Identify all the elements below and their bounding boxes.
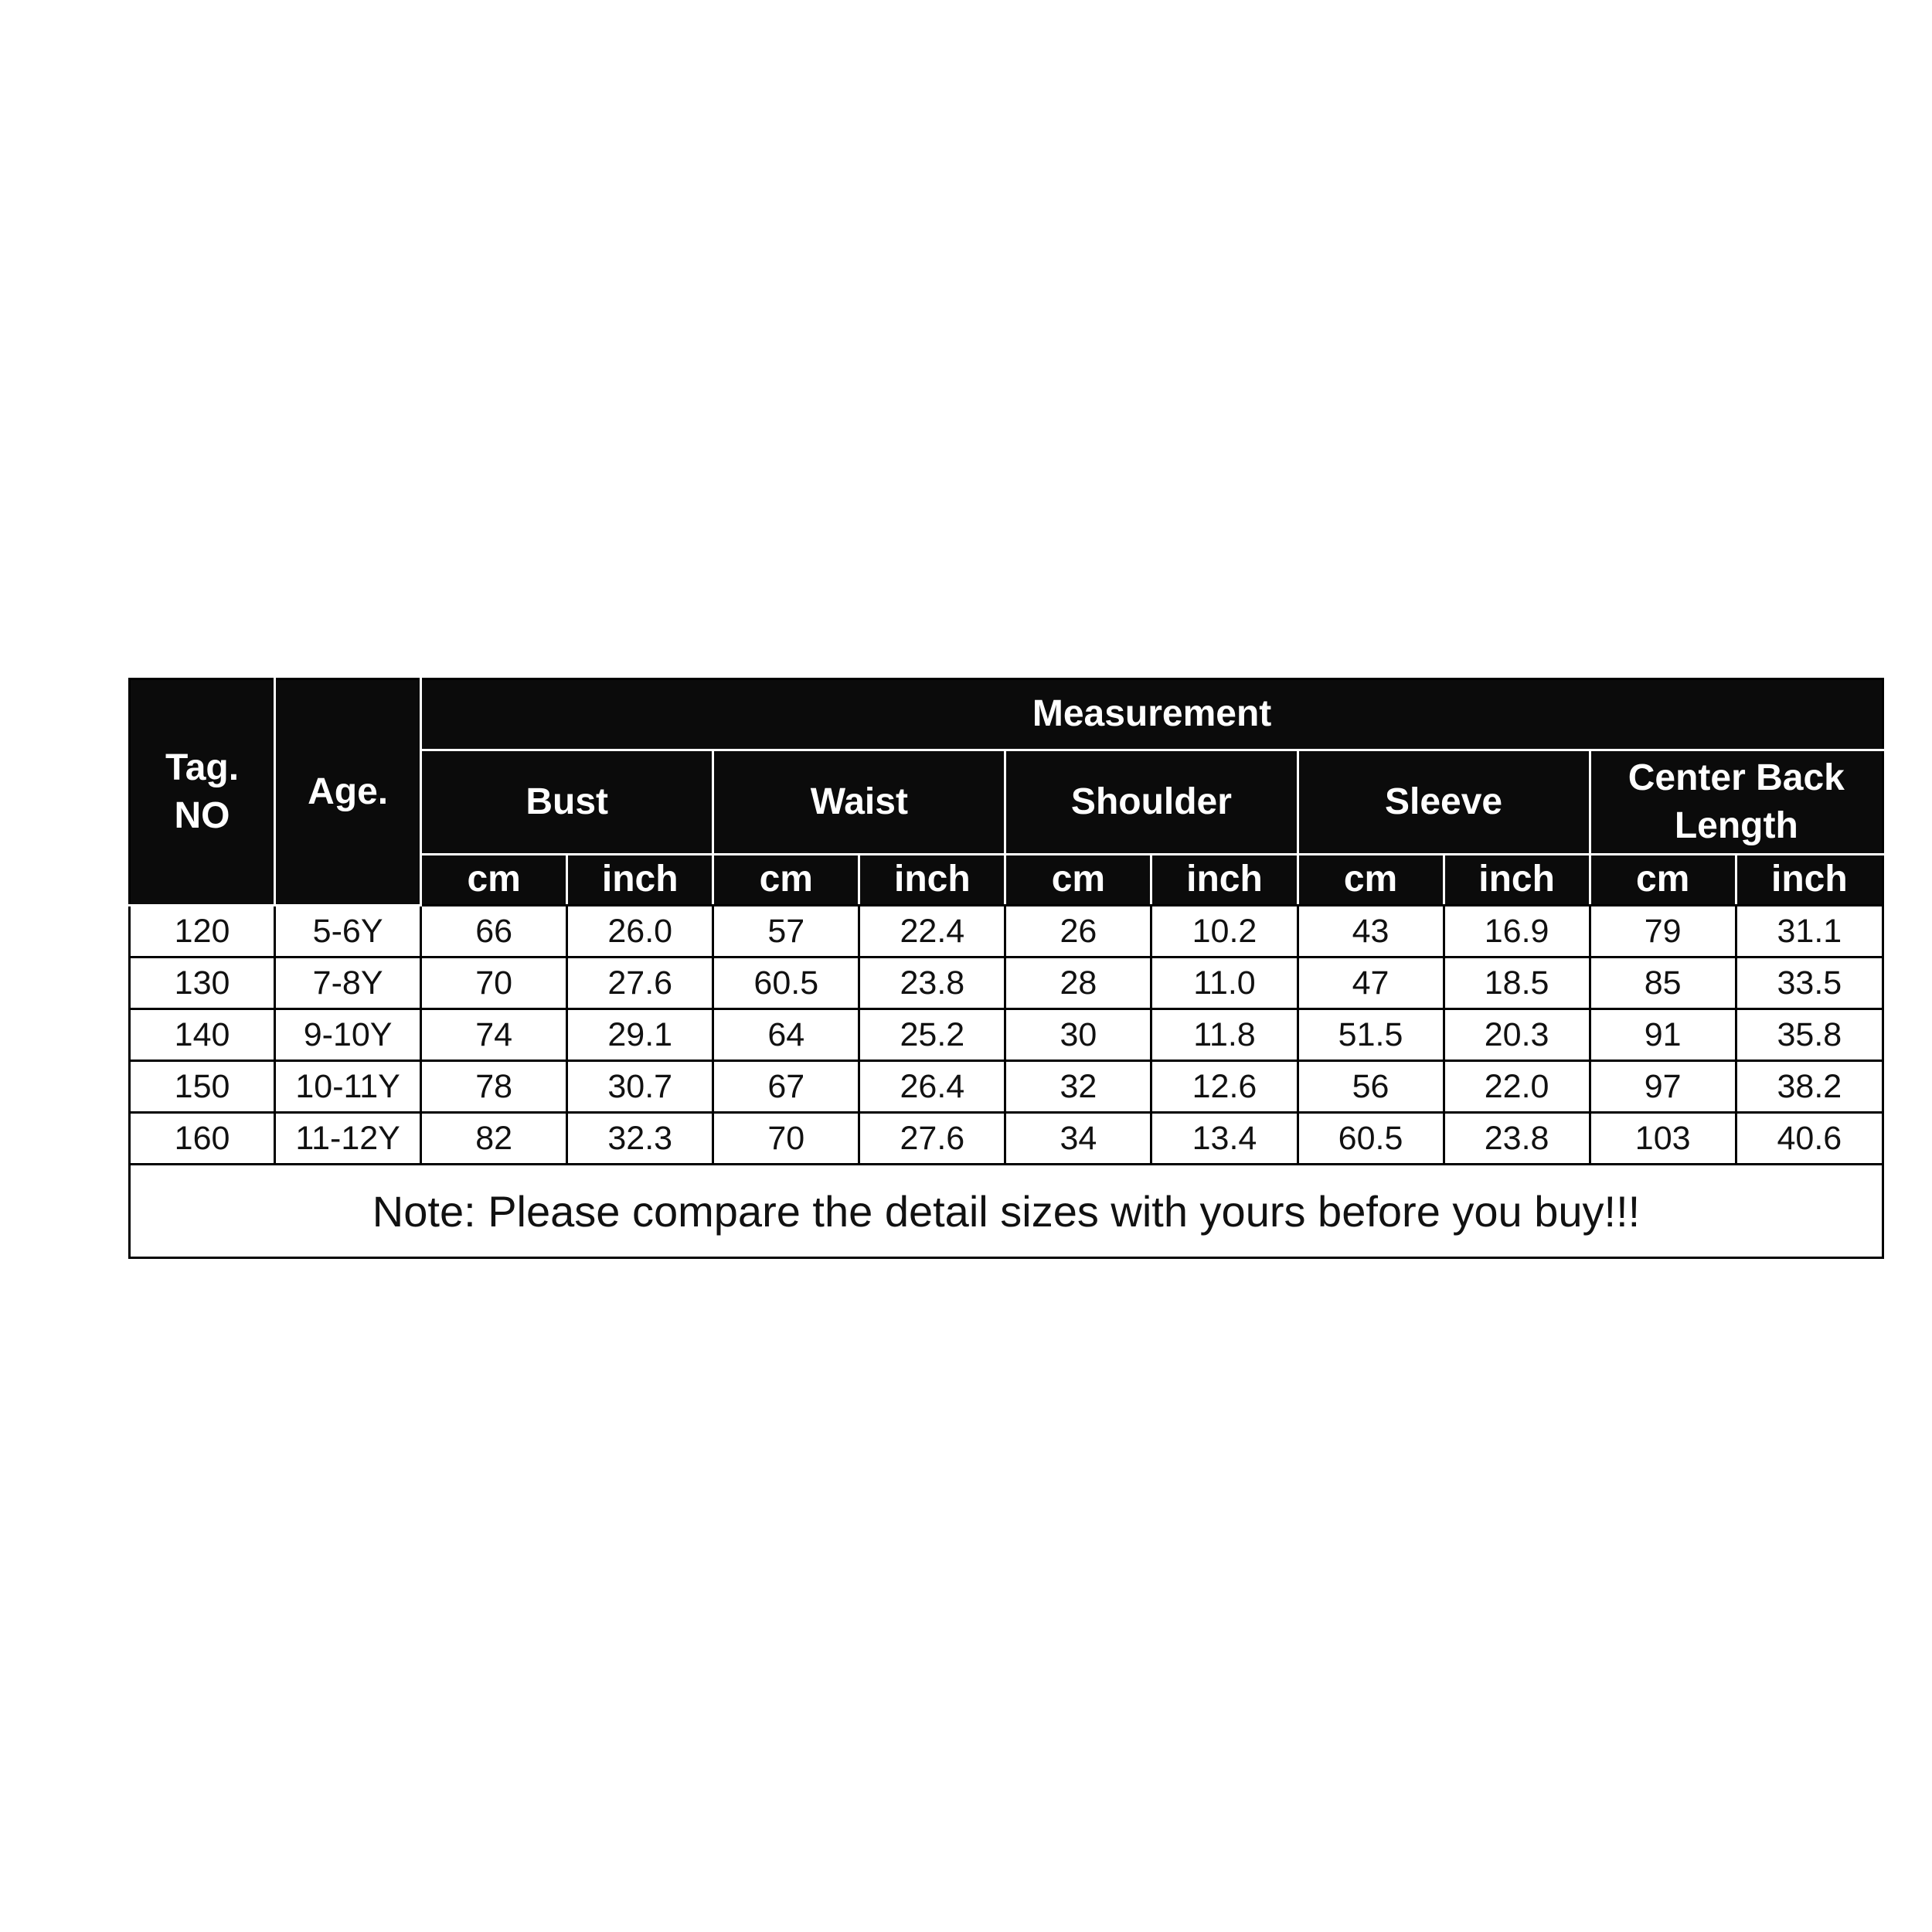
table-cell: 10.2 xyxy=(1151,906,1298,957)
unit-header: cm xyxy=(713,855,859,906)
note-text: Note: Please compare the detail sizes with yours before you buy!!! xyxy=(130,1165,1883,1258)
table-cell: 28 xyxy=(1005,957,1151,1009)
table-row xyxy=(130,957,1883,1009)
table-cell: 9-10Y xyxy=(275,1009,421,1061)
table-cell: 60.5 xyxy=(713,957,859,1009)
table-cell: 32 xyxy=(1005,1061,1151,1113)
table-cell: 56 xyxy=(1298,1061,1444,1113)
group-label: Center Back Length xyxy=(1628,757,1845,846)
table-cell: 51.5 xyxy=(1298,1009,1444,1061)
table-cell: 29.1 xyxy=(567,1009,713,1061)
group-label: Bust xyxy=(526,781,609,822)
measurement-header xyxy=(421,679,1883,750)
table-cell: 103 xyxy=(1590,1113,1736,1165)
group-header-sleeve xyxy=(1298,750,1590,855)
age-label: Age. xyxy=(308,770,389,812)
group-header-waist xyxy=(713,750,1005,855)
group-header-center-back-length xyxy=(1590,750,1883,855)
table-cell: 160 xyxy=(130,1113,275,1165)
table-cell: 23.8 xyxy=(859,957,1005,1009)
table-cell: 26.0 xyxy=(567,906,713,957)
unit-header: inch xyxy=(1444,855,1590,906)
unit-header: inch xyxy=(567,855,713,906)
table-cell: 30 xyxy=(1005,1009,1151,1061)
table-cell: 5-6Y xyxy=(275,906,421,957)
table-cell: 40.6 xyxy=(1736,1113,1883,1165)
unit-header: cm xyxy=(421,855,567,906)
table-cell: 74 xyxy=(421,1009,567,1061)
table-cell: 34 xyxy=(1005,1113,1151,1165)
note-row xyxy=(130,1165,1883,1258)
table-cell: 12.6 xyxy=(1151,1061,1298,1113)
table-cell: 85 xyxy=(1590,957,1736,1009)
table-cell: 64 xyxy=(713,1009,859,1061)
table-cell: 33.5 xyxy=(1736,957,1883,1009)
size-table xyxy=(128,678,1884,1259)
unit-header: cm xyxy=(1298,855,1444,906)
table-cell: 11.0 xyxy=(1151,957,1298,1009)
table-cell: 22.4 xyxy=(859,906,1005,957)
table-cell: 25.2 xyxy=(859,1009,1005,1061)
table-cell: 32.3 xyxy=(567,1113,713,1165)
table-cell: 23.8 xyxy=(1444,1113,1590,1165)
age-header xyxy=(275,679,421,906)
table-cell: 60.5 xyxy=(1298,1113,1444,1165)
group-label: Shoulder xyxy=(1070,781,1232,822)
group-header-shoulder xyxy=(1005,750,1298,855)
table-cell: 27.6 xyxy=(859,1113,1005,1165)
table-cell: 97 xyxy=(1590,1061,1736,1113)
table-row xyxy=(130,1061,1883,1113)
table-cell: 79 xyxy=(1590,906,1736,957)
table-cell: 91 xyxy=(1590,1009,1736,1061)
table-cell: 140 xyxy=(130,1009,275,1061)
unit-header: cm xyxy=(1590,855,1736,906)
group-label: Sleeve xyxy=(1384,781,1503,822)
table-cell: 18.5 xyxy=(1444,957,1590,1009)
table-cell: 13.4 xyxy=(1151,1113,1298,1165)
unit-header: inch xyxy=(859,855,1005,906)
table-cell: 26 xyxy=(1005,906,1151,957)
group-header-bust xyxy=(421,750,713,855)
group-label: Waist xyxy=(810,781,908,822)
table-cell: 20.3 xyxy=(1444,1009,1590,1061)
unit-header: inch xyxy=(1736,855,1883,906)
table-cell: 11.8 xyxy=(1151,1009,1298,1061)
table-cell: 70 xyxy=(713,1113,859,1165)
tag-no-header xyxy=(130,679,275,906)
table-cell: 120 xyxy=(130,906,275,957)
table-cell: 35.8 xyxy=(1736,1009,1883,1061)
unit-header: inch xyxy=(1151,855,1298,906)
table-cell: 10-11Y xyxy=(275,1061,421,1113)
unit-header: cm xyxy=(1005,855,1151,906)
table-cell: 7-8Y xyxy=(275,957,421,1009)
table-cell: 26.4 xyxy=(859,1061,1005,1113)
table-cell: 130 xyxy=(130,957,275,1009)
table-cell: 47 xyxy=(1298,957,1444,1009)
table-cell: 150 xyxy=(130,1061,275,1113)
table-cell: 27.6 xyxy=(567,957,713,1009)
table-cell: 31.1 xyxy=(1736,906,1883,957)
table-cell: 16.9 xyxy=(1444,906,1590,957)
table-cell: 11-12Y xyxy=(275,1113,421,1165)
table-cell: 22.0 xyxy=(1444,1061,1590,1113)
table-cell: 43 xyxy=(1298,906,1444,957)
table-cell: 78 xyxy=(421,1061,567,1113)
table-cell: 30.7 xyxy=(567,1061,713,1113)
table-cell: 82 xyxy=(421,1113,567,1165)
tag-no-label: Tag. NO xyxy=(165,747,240,836)
table-row xyxy=(130,1113,1883,1165)
table-cell: 67 xyxy=(713,1061,859,1113)
size-chart xyxy=(128,678,1884,1259)
measurement-label: Measurement xyxy=(1032,693,1272,735)
table-cell: 57 xyxy=(713,906,859,957)
table-cell: 38.2 xyxy=(1736,1061,1883,1113)
table-row xyxy=(130,906,1883,957)
table-cell: 70 xyxy=(421,957,567,1009)
table-cell: 66 xyxy=(421,906,567,957)
header-row-measurement xyxy=(130,679,1883,750)
table-row xyxy=(130,1009,1883,1061)
